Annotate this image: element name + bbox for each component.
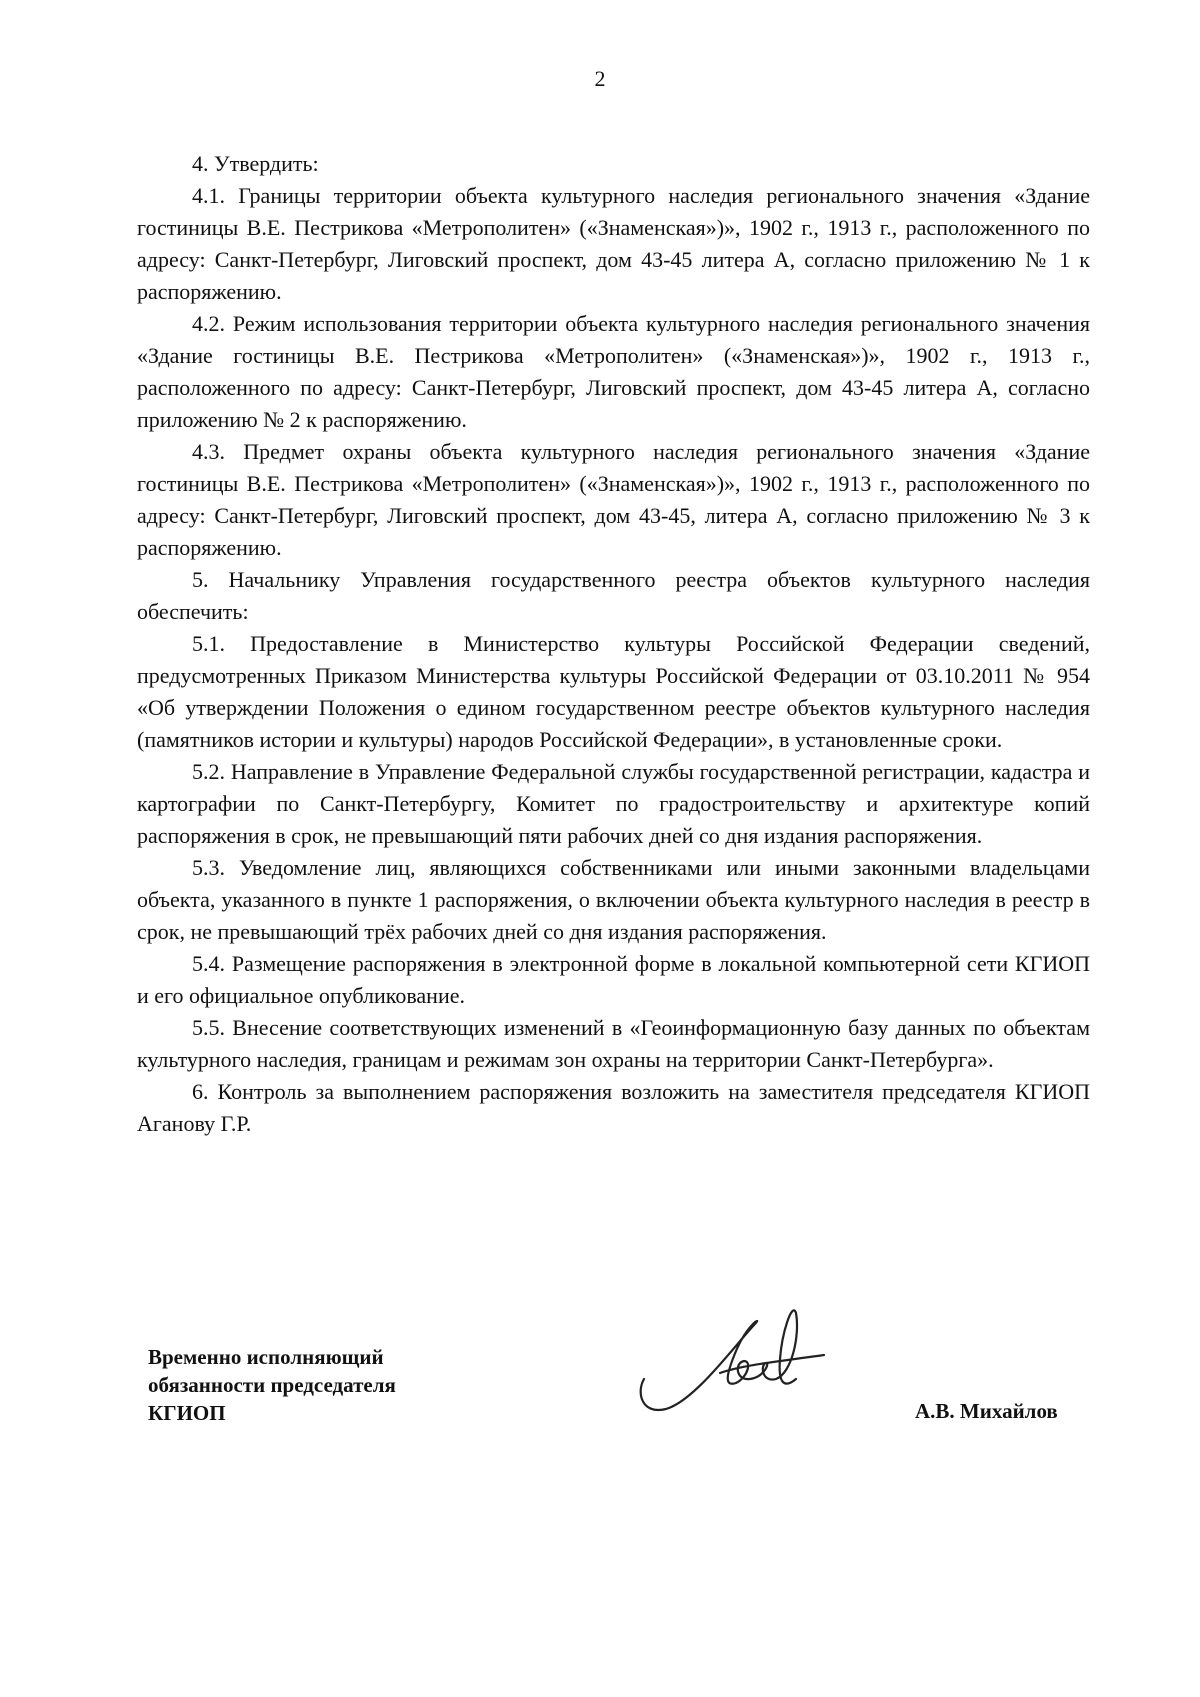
signatory-title-line: обязанности председателя — [148, 1373, 396, 1397]
paragraph-5-4: 5.4. Размещение распоряжения в электронной форме в локальной компьютерной сети КГИОП и его официальное опубликование. — [137, 951, 1090, 1008]
paragraph-5-2: 5.2. Направление в Управление Федеральной службы государственной регистрации, кадастра и картографии по Санкт-Петербургу, Комитет по градостроительству и архитектуре копий распоряжения в срок, не превышающий пяти рабочих дней со дня издания распоряжения. — [137, 759, 1090, 848]
document-body — [137, 148, 1090, 1140]
paragraph-5-5: 5.5. Внесение соответствующих изменений в «Геоинформационную базу данных по объектам культурного наследия, границам и режимам зон охраны на территории Санкт-Петербурга». — [137, 1015, 1090, 1072]
paragraph-4-2: 4.2. Режим использования территории объекта культурного наследия регионального значения «Здание гостиницы В.Е. Пестрикова «Метрополитен» («Знаменская»)», 1902 г., 1913 г., расположенного по адресу: Санкт-Петербург, Лиговский проспект, дом 43-45 литера А, согласно приложению № 2 к распоряжению. — [137, 311, 1090, 432]
paragraph-5-3: 5.3. Уведомление лиц, являющихся собственниками или иными законными владельцами объекта, указанного в пункте 1 распоряжения, о включении объекта культурного наследия в реестр в срок, не превышающий трёх рабочих дней со дня издания распоряжения. — [137, 855, 1090, 944]
signer-name: А.В. Михайлов — [915, 1399, 1058, 1423]
paragraph-4-1: 4.1. Границы территории объекта культурного наследия регионального значения «Здание гостиницы В.Е. Пестрикова «Метрополитен» («Знаменская»)», 1902 г., 1913 г., расположенного по адресу: Санкт-Петербург, Лиговский проспект, дом 43-45 литера А, согласно приложению № 1 к распоряжению. — [137, 183, 1090, 304]
paragraph-5: 5. Начальнику Управления государственного реестра объектов культурного наследия обеспечить: — [137, 567, 1090, 624]
handwritten-signature — [632, 1303, 832, 1433]
signatory-title — [148, 1343, 396, 1427]
page-number: 2 — [594, 66, 606, 91]
signatory-title-line: КГИОП — [148, 1401, 226, 1425]
paragraph-6: 6. Контроль за выполнением распоряжения возложить на заместителя председателя КГИОП Аганову Г.Р. — [137, 1079, 1090, 1136]
paragraph-4: 4. Утвердить: — [192, 151, 319, 176]
signatory-title-line: Временно исполняющий — [148, 1345, 384, 1369]
paragraph-5-1: 5.1. Предоставление в Министерство культуры Российской Федерации сведений, предусмотренных Приказом Министерства культуры Российской Федерации от 03.10.2011 № 954 «Об утверждении Положения о едином государственном реестре объектов культурного наследия (памятников истории и культуры) народов Российской Федерации», в установленные сроки. — [137, 631, 1090, 752]
paragraph-4-3: 4.3. Предмет охраны объекта культурного наследия регионального значения «Здание гостиницы В.Е. Пестрикова «Метрополитен» («Знаменская»)», 1902 г., 1913 г., расположенного по адресу: Санкт-Петербург, Лиговский проспект, дом 43-45, литера А, согласно приложению № 3 к распоряжению. — [137, 439, 1090, 560]
